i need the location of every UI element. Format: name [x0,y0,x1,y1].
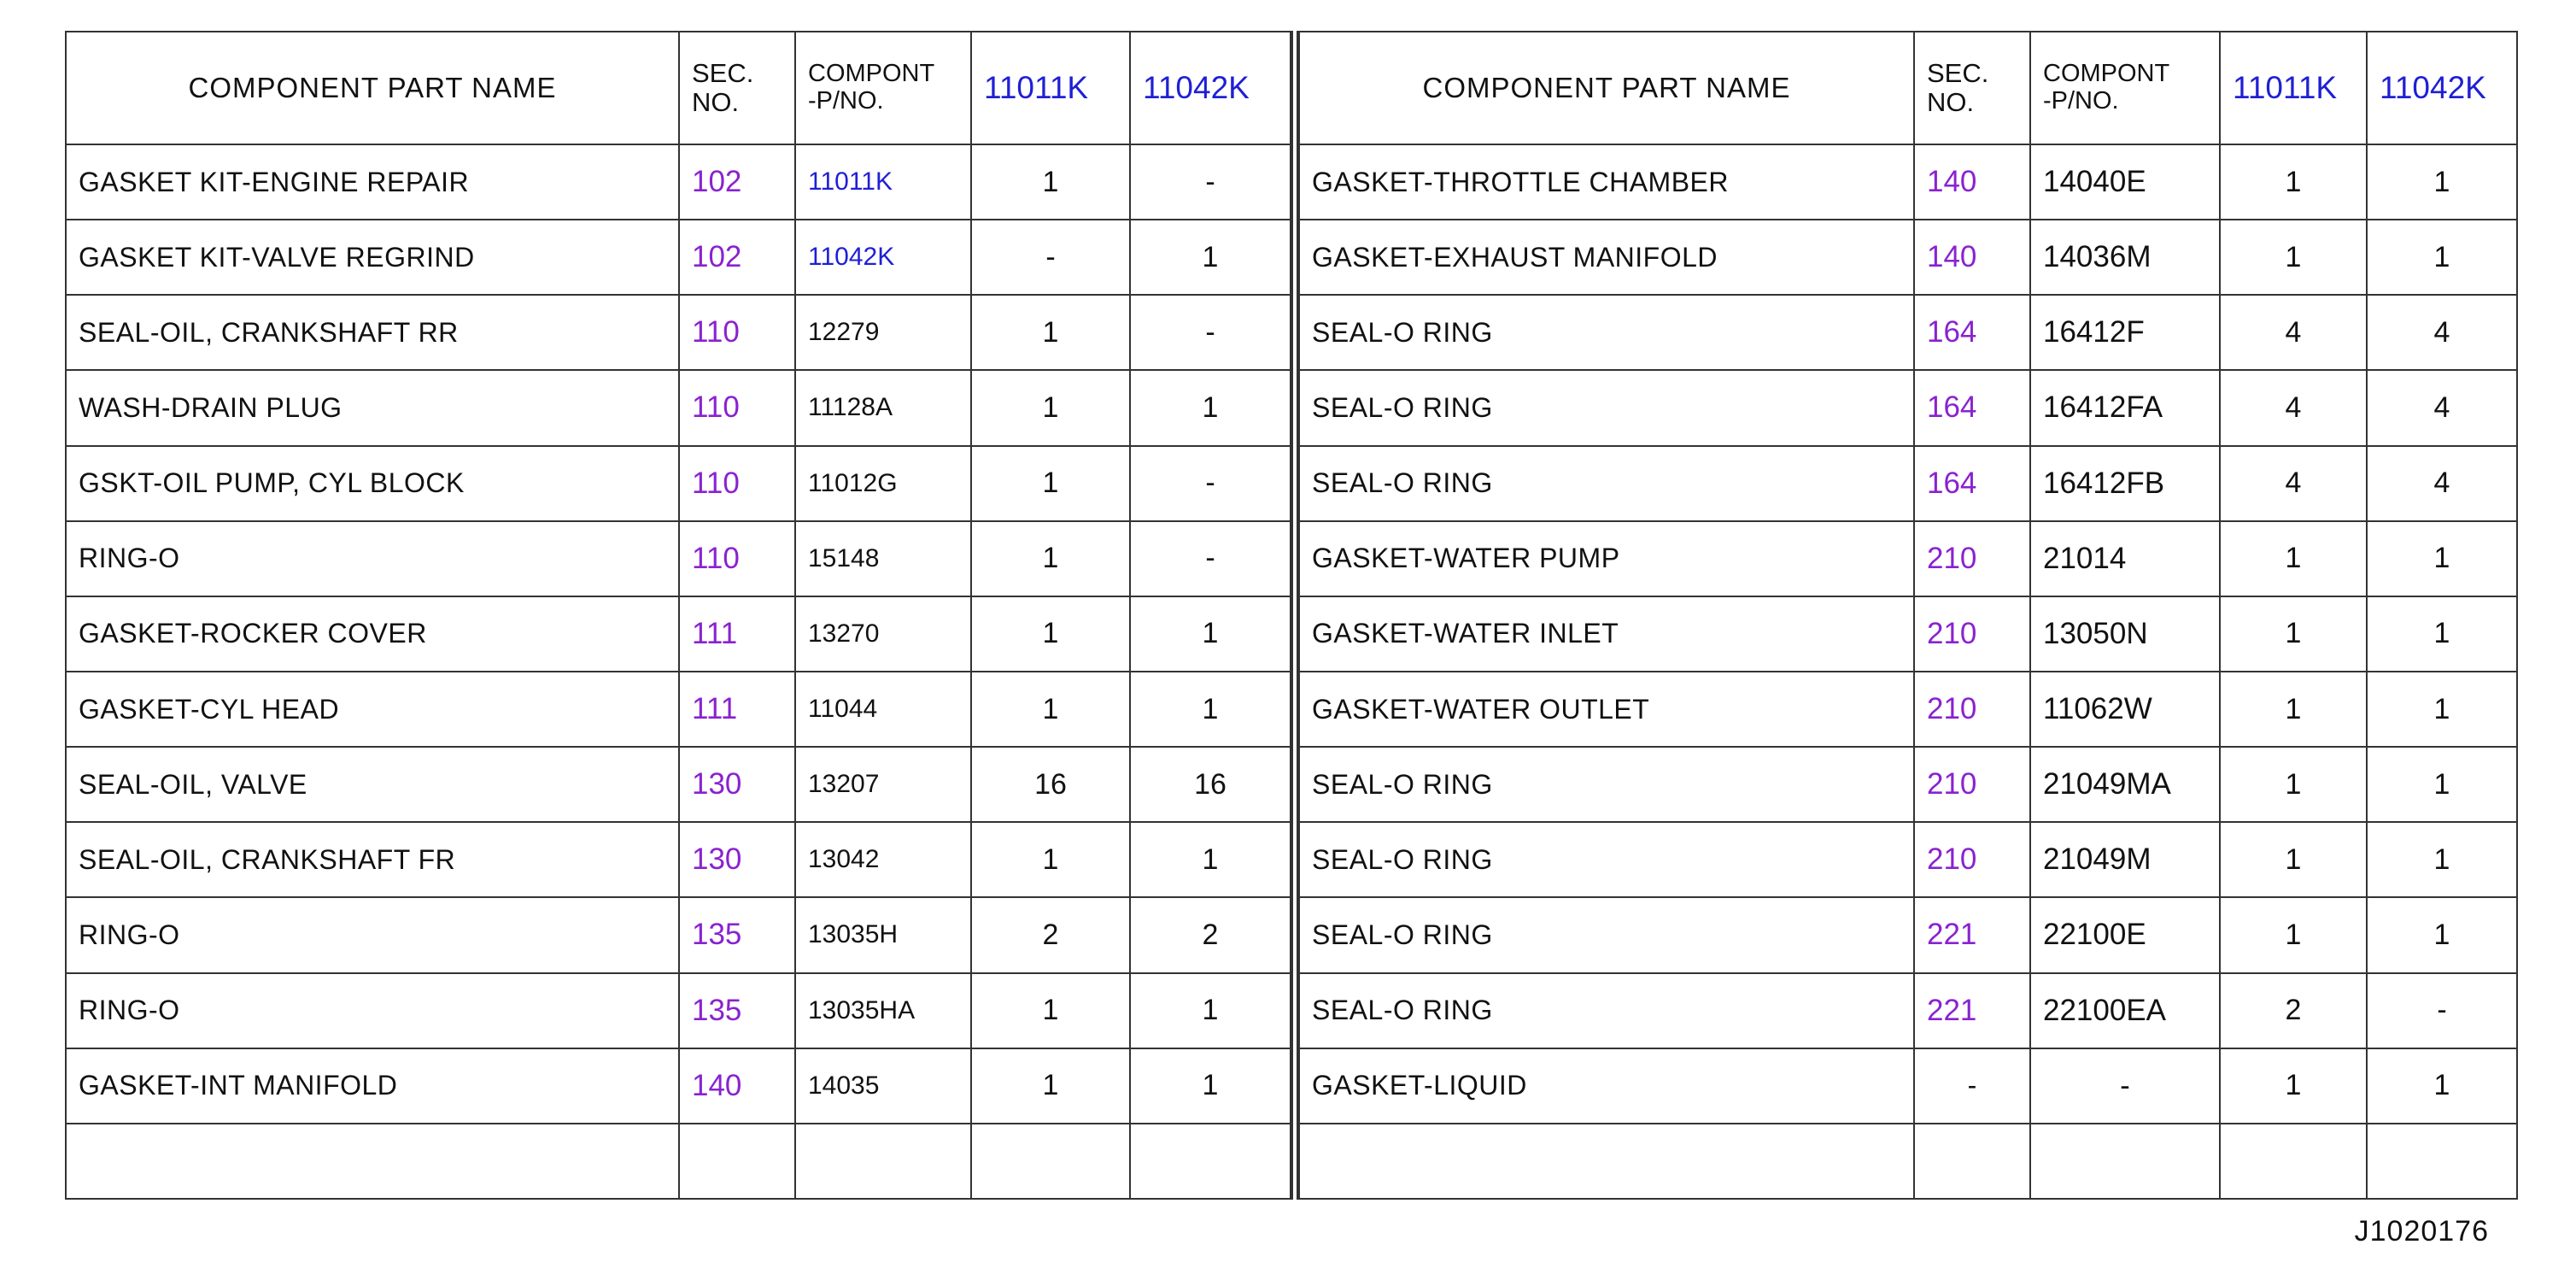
empty-cell [795,1124,971,1199]
qty-11042k-cell: 1 [2367,596,2517,672]
sec-no-cell: 102 [679,220,795,295]
qty-11011k-cell: 1 [2220,144,2367,220]
qty-11011k-cell: 1 [2220,521,2367,596]
part-number-cell: 13035H [795,897,971,972]
part-name-cell: SEAL-O RING [1299,370,1914,445]
qty-11042k-cell: 1 [1130,1048,1291,1124]
qty-11042k-cell: 1 [2367,1048,2517,1124]
table-row [66,973,1291,1048]
part-name-cell: SEAL-O RING [1299,747,1914,822]
sec-no-cell: 164 [1914,370,2030,445]
model-11042k-header: 11042K [2367,32,2517,144]
qty-11011k-cell: 1 [971,144,1130,220]
qty-11011k-cell: 1 [971,370,1130,445]
part-number-cell: 11044 [795,672,971,747]
empty-cell [2220,1124,2367,1199]
part-name-cell: GASKET-CYL HEAD [66,672,679,747]
sec-no-cell: 210 [1914,822,2030,897]
qty-11011k-cell: 1 [2220,747,2367,822]
part-number-cell: 22100EA [2030,973,2220,1048]
qty-11042k-cell: 1 [1130,672,1291,747]
sec-no-cell: 210 [1914,672,2030,747]
qty-11011k-cell: 1 [2220,822,2367,897]
qty-11042k-cell: 1 [1130,973,1291,1048]
qty-11042k-cell: 1 [2367,822,2517,897]
qty-11011k-cell: 1 [971,822,1130,897]
sec-no-cell: 130 [679,822,795,897]
table-row [1299,897,2517,972]
sec-no-cell: 210 [1914,596,2030,672]
table-row [1299,446,2517,521]
part-name-cell: GASKET-WATER INLET [1299,596,1914,672]
part-number-cell: 11011K [795,144,971,220]
qty-11011k-cell: 1 [2220,897,2367,972]
table-row [66,370,1291,445]
part-name-cell: RING-O [66,897,679,972]
part-number-cell: 22100E [2030,897,2220,972]
qty-11011k-cell: 1 [971,672,1130,747]
sec-no-header: SEC. NO. [679,32,795,144]
qty-11011k-cell: 4 [2220,295,2367,370]
table-row [1299,295,2517,370]
header-row [66,32,1291,144]
model-11011k-header: 11011K [971,32,1130,144]
empty-cell [971,1124,1130,1199]
qty-11042k-cell: 1 [2367,672,2517,747]
part-name-cell: GASKET-EXHAUST MANIFOLD [1299,220,1914,295]
empty-cell [1299,1124,1914,1199]
qty-11042k-cell: - [1130,521,1291,596]
part-number-cell: - [2030,1048,2220,1124]
table-row [66,897,1291,972]
qty-11011k-cell: 1 [2220,220,2367,295]
part-number-cell: 11062W [2030,672,2220,747]
sec-no-header: SEC. NO. [1914,32,2030,144]
qty-11011k-cell: 16 [971,747,1130,822]
sec-no-cell: 135 [679,973,795,1048]
header-row [1299,32,2517,144]
part-name-cell: SEAL-O RING [1299,897,1914,972]
part-number-cell: 14040E [2030,144,2220,220]
table-row [1299,672,2517,747]
qty-11042k-cell: 1 [1130,220,1291,295]
part-name-cell: GASKET KIT-ENGINE REPAIR [66,144,679,220]
empty-row [66,1124,1291,1199]
part-name-cell: WASH-DRAIN PLUG [66,370,679,445]
table-row [1299,596,2517,672]
parts-table-right [1298,31,2518,1200]
part-number-cell: 11128A [795,370,971,445]
part-number-header: COMPONT -P/NO. [2030,32,2220,144]
qty-11042k-cell: 1 [1130,370,1291,445]
qty-11042k-cell: 1 [1130,822,1291,897]
qty-11042k-cell: 4 [2367,446,2517,521]
sec-no-cell: 221 [1914,973,2030,1048]
table-row [1299,220,2517,295]
part-number-cell: 21049MA [2030,747,2220,822]
qty-11042k-cell: 1 [2367,220,2517,295]
qty-11042k-cell: - [1130,144,1291,220]
part-number-cell: 16412FA [2030,370,2220,445]
part-number-cell: 21049M [2030,822,2220,897]
part-name-cell: RING-O [66,973,679,1048]
qty-11042k-cell: - [2367,973,2517,1048]
table-row [66,672,1291,747]
empty-cell [1130,1124,1291,1199]
part-name-cell: SEAL-O RING [1299,822,1914,897]
table-row [1299,370,2517,445]
table-row [1299,144,2517,220]
table-row [66,144,1291,220]
part-name-cell: GASKET-INT MANIFOLD [66,1048,679,1124]
parts-table [65,31,2515,1200]
table-row [66,822,1291,897]
table-row [1299,973,2517,1048]
table-row [1299,1048,2517,1124]
qty-11011k-cell: 1 [971,521,1130,596]
part-name-cell: GASKET-ROCKER COVER [66,596,679,672]
table-row [66,295,1291,370]
component-part-name-header: COMPONENT PART NAME [66,32,679,144]
sec-no-cell: 102 [679,144,795,220]
sec-no-cell: 140 [679,1048,795,1124]
sec-no-cell: 210 [1914,521,2030,596]
qty-11011k-cell: 1 [971,446,1130,521]
sec-no-cell: 135 [679,897,795,972]
part-number-cell: 12279 [795,295,971,370]
part-name-cell: GASKET-WATER PUMP [1299,521,1914,596]
qty-11042k-cell: 16 [1130,747,1291,822]
part-number-cell: 11042K [795,220,971,295]
part-number-cell: 13050N [2030,596,2220,672]
qty-11042k-cell: 2 [1130,897,1291,972]
sec-no-cell: 130 [679,747,795,822]
sec-no-cell: 110 [679,295,795,370]
sec-no-cell: 210 [1914,747,2030,822]
qty-11011k-cell: 1 [2220,672,2367,747]
part-name-cell: GASKET-WATER OUTLET [1299,672,1914,747]
qty-11042k-cell: 1 [2367,897,2517,972]
part-number-cell: 13035HA [795,973,971,1048]
table-row [66,596,1291,672]
qty-11011k-cell: - [971,220,1130,295]
table-row [66,1048,1291,1124]
part-name-cell: GASKET KIT-VALVE REGRIND [66,220,679,295]
qty-11042k-cell: 1 [2367,747,2517,822]
qty-11011k-cell: 1 [971,596,1130,672]
part-number-cell: 13207 [795,747,971,822]
part-name-cell: GASKET-LIQUID [1299,1048,1914,1124]
qty-11042k-cell: - [1130,446,1291,521]
sec-no-cell: 140 [1914,220,2030,295]
qty-11042k-cell: 1 [1130,596,1291,672]
sec-no-cell: - [1914,1048,2030,1124]
model-11011k-header: 11011K [2220,32,2367,144]
sec-no-cell: 221 [1914,897,2030,972]
table-row [66,747,1291,822]
part-name-cell: SEAL-O RING [1299,295,1914,370]
empty-row [1299,1124,2517,1199]
qty-11011k-cell: 2 [2220,973,2367,1048]
parts-table-left [65,31,1291,1200]
table-row [66,220,1291,295]
model-11042k-header: 11042K [1130,32,1291,144]
empty-cell [2367,1124,2517,1199]
part-name-cell: RING-O [66,521,679,596]
table-row [1299,747,2517,822]
empty-cell [679,1124,795,1199]
part-number-cell: 14036M [2030,220,2220,295]
part-number-cell: 16412F [2030,295,2220,370]
part-number-cell: 11012G [795,446,971,521]
qty-11042k-cell: 4 [2367,370,2517,445]
part-name-cell: SEAL-OIL, VALVE [66,747,679,822]
part-number-cell: 13270 [795,596,971,672]
part-name-cell: GASKET-THROTTLE CHAMBER [1299,144,1914,220]
qty-11011k-cell: 2 [971,897,1130,972]
part-name-cell: SEAL-OIL, CRANKSHAFT RR [66,295,679,370]
table-divider [1291,31,1298,1200]
table-row [66,521,1291,596]
sec-no-cell: 111 [679,672,795,747]
qty-11011k-cell: 1 [2220,1048,2367,1124]
sec-no-cell: 110 [679,521,795,596]
part-name-cell: SEAL-O RING [1299,446,1914,521]
sec-no-cell: 111 [679,596,795,672]
table-row [1299,521,2517,596]
empty-cell [2030,1124,2220,1199]
qty-11011k-cell: 1 [971,295,1130,370]
qty-11011k-cell: 4 [2220,446,2367,521]
sec-no-cell: 140 [1914,144,2030,220]
qty-11011k-cell: 1 [971,1048,1130,1124]
qty-11011k-cell: 1 [971,973,1130,1048]
empty-cell [1914,1124,2030,1199]
part-number-cell: 15148 [795,521,971,596]
part-name-cell: SEAL-OIL, CRANKSHAFT FR [66,822,679,897]
qty-11042k-cell: 1 [2367,521,2517,596]
part-number-cell: 13042 [795,822,971,897]
sec-no-cell: 110 [679,370,795,445]
qty-11042k-cell: 1 [2367,144,2517,220]
qty-11011k-cell: 4 [2220,370,2367,445]
part-number-header: COMPONT -P/NO. [795,32,971,144]
table-row [1299,822,2517,897]
qty-11011k-cell: 1 [2220,596,2367,672]
part-number-cell: 14035 [795,1048,971,1124]
qty-11042k-cell: 4 [2367,295,2517,370]
qty-11042k-cell: - [1130,295,1291,370]
part-name-cell: GSKT-OIL PUMP, CYL BLOCK [66,446,679,521]
drawing-reference-number: J1020176 [2354,1215,2489,1247]
part-number-cell: 21014 [2030,521,2220,596]
table-row [66,446,1291,521]
sec-no-cell: 164 [1914,446,2030,521]
empty-cell [66,1124,679,1199]
sec-no-cell: 110 [679,446,795,521]
component-part-name-header: COMPONENT PART NAME [1299,32,1914,144]
sec-no-cell: 164 [1914,295,2030,370]
part-name-cell: SEAL-O RING [1299,973,1914,1048]
part-number-cell: 16412FB [2030,446,2220,521]
